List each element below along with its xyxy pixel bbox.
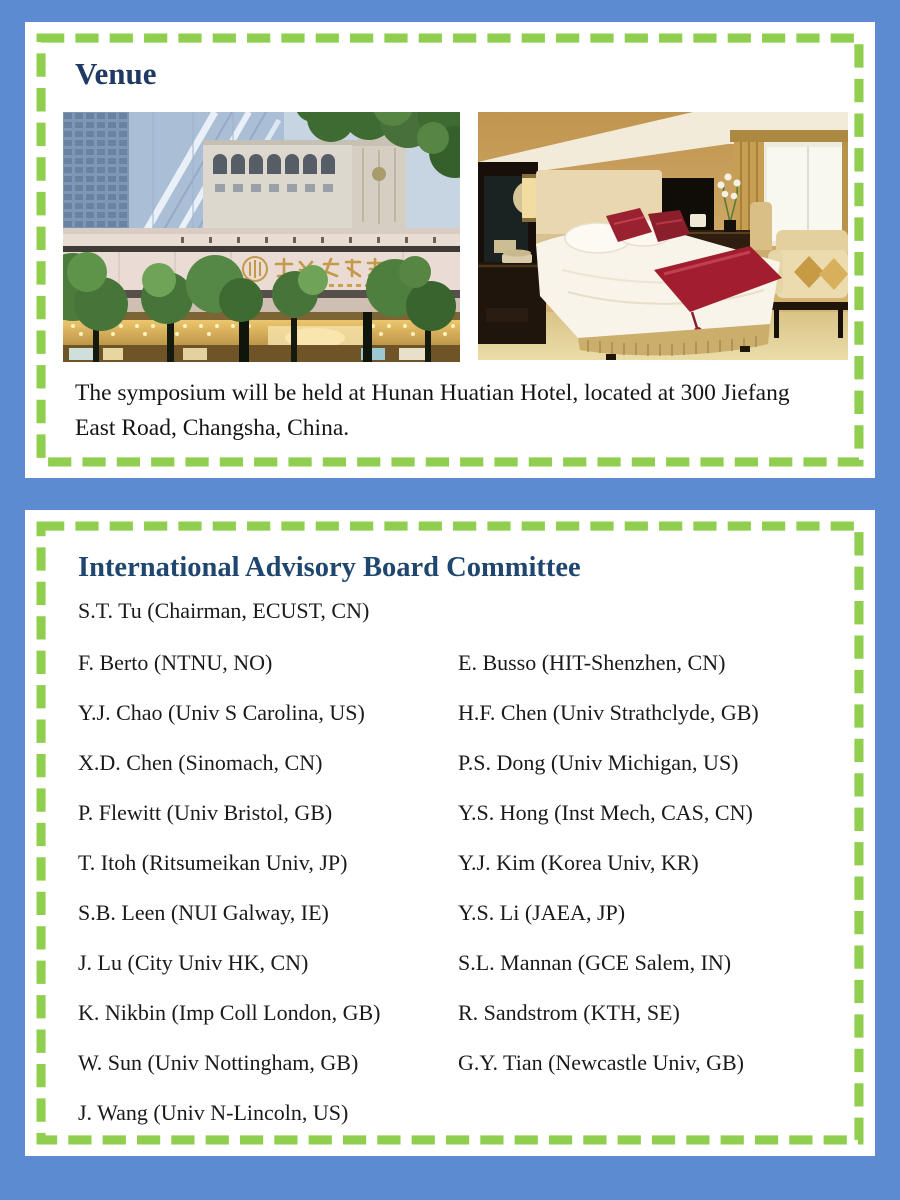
committee-member-right: Y.S. Hong (Inst Mech, CAS, CN) — [458, 800, 753, 825]
committee-row — [78, 1098, 845, 1148]
committee-row — [78, 748, 845, 798]
committee-member-list — [78, 648, 845, 1148]
committee-row — [78, 698, 845, 748]
committee-member-left: J. Lu (City Univ HK, CN) — [78, 950, 309, 975]
hotel-room-photo — [478, 112, 848, 362]
committee-row — [78, 948, 845, 998]
committee-member-right: S.L. Mannan (GCE Salem, IN) — [458, 950, 732, 975]
committee-member-left: F. Berto (NTNU, NO) — [78, 650, 273, 675]
committee-member-left: Y.J. Chao (Univ S Carolina, US) — [78, 700, 365, 725]
coffee-table — [768, 302, 848, 310]
committee-member-right: Y.J. Kim (Korea Univ, KR) — [458, 850, 699, 875]
committee-member-right — [458, 1098, 845, 1148]
venue-card — [25, 22, 875, 478]
committee-member-left: K. Nikbin (Imp Coll London, GB) — [78, 1000, 381, 1025]
round-tower — [352, 135, 406, 228]
committee-member-left: T. Itoh (Ritsumeikan Univ, JP) — [78, 850, 348, 875]
committee-member-right: G.Y. Tian (Newcastle Univ, GB) — [458, 1050, 744, 1075]
committee-row — [78, 998, 845, 1048]
committee-heading: International Advisory Board Committee — [78, 552, 581, 583]
wall-lamp — [522, 176, 536, 220]
committee-member-left: P. Flewitt (Univ Bristol, GB) — [78, 800, 333, 825]
committee-member-right: H.F. Chen (Univ Strathclyde, GB) — [458, 700, 759, 725]
committee-card — [25, 510, 875, 1156]
committee-member-right: R. Sandstrom (KTH, SE) — [458, 1000, 680, 1025]
committee-chairman: S.T. Tu (Chairman, ECUST, CN) — [78, 598, 370, 623]
committee-row — [78, 898, 845, 948]
committee-member-left: J. Wang (Univ N-Lincoln, US) — [78, 1100, 349, 1125]
venue-photos — [63, 112, 848, 362]
committee-member-right: Y.S. Li (JAEA, JP) — [458, 900, 626, 925]
committee-row — [78, 1048, 845, 1098]
committee-member-right: E. Busso (HIT-Shenzhen, CN) — [458, 650, 726, 675]
committee-member-left: S.B. Leen (NUI Galway, IE) — [78, 900, 329, 925]
committee-member-left: W. Sun (Univ Nottingham, GB) — [78, 1050, 359, 1075]
arched-building — [203, 140, 355, 228]
committee-row — [78, 798, 845, 848]
committee-member-left: X.D. Chen (Sinomach, CN) — [78, 750, 323, 775]
committee-row — [78, 848, 845, 898]
nightstand — [478, 250, 546, 345]
committee-member-right: P.S. Dong (Univ Michigan, US) — [458, 750, 739, 775]
committee-row — [78, 648, 845, 698]
venue-description: The symposium will be held at Hunan Huatian Hotel, located at 300 Jiefang East Road, Changsha, China. — [75, 380, 790, 441]
hotel-exterior-photo — [63, 112, 460, 362]
venue-heading: Venue — [75, 56, 157, 91]
